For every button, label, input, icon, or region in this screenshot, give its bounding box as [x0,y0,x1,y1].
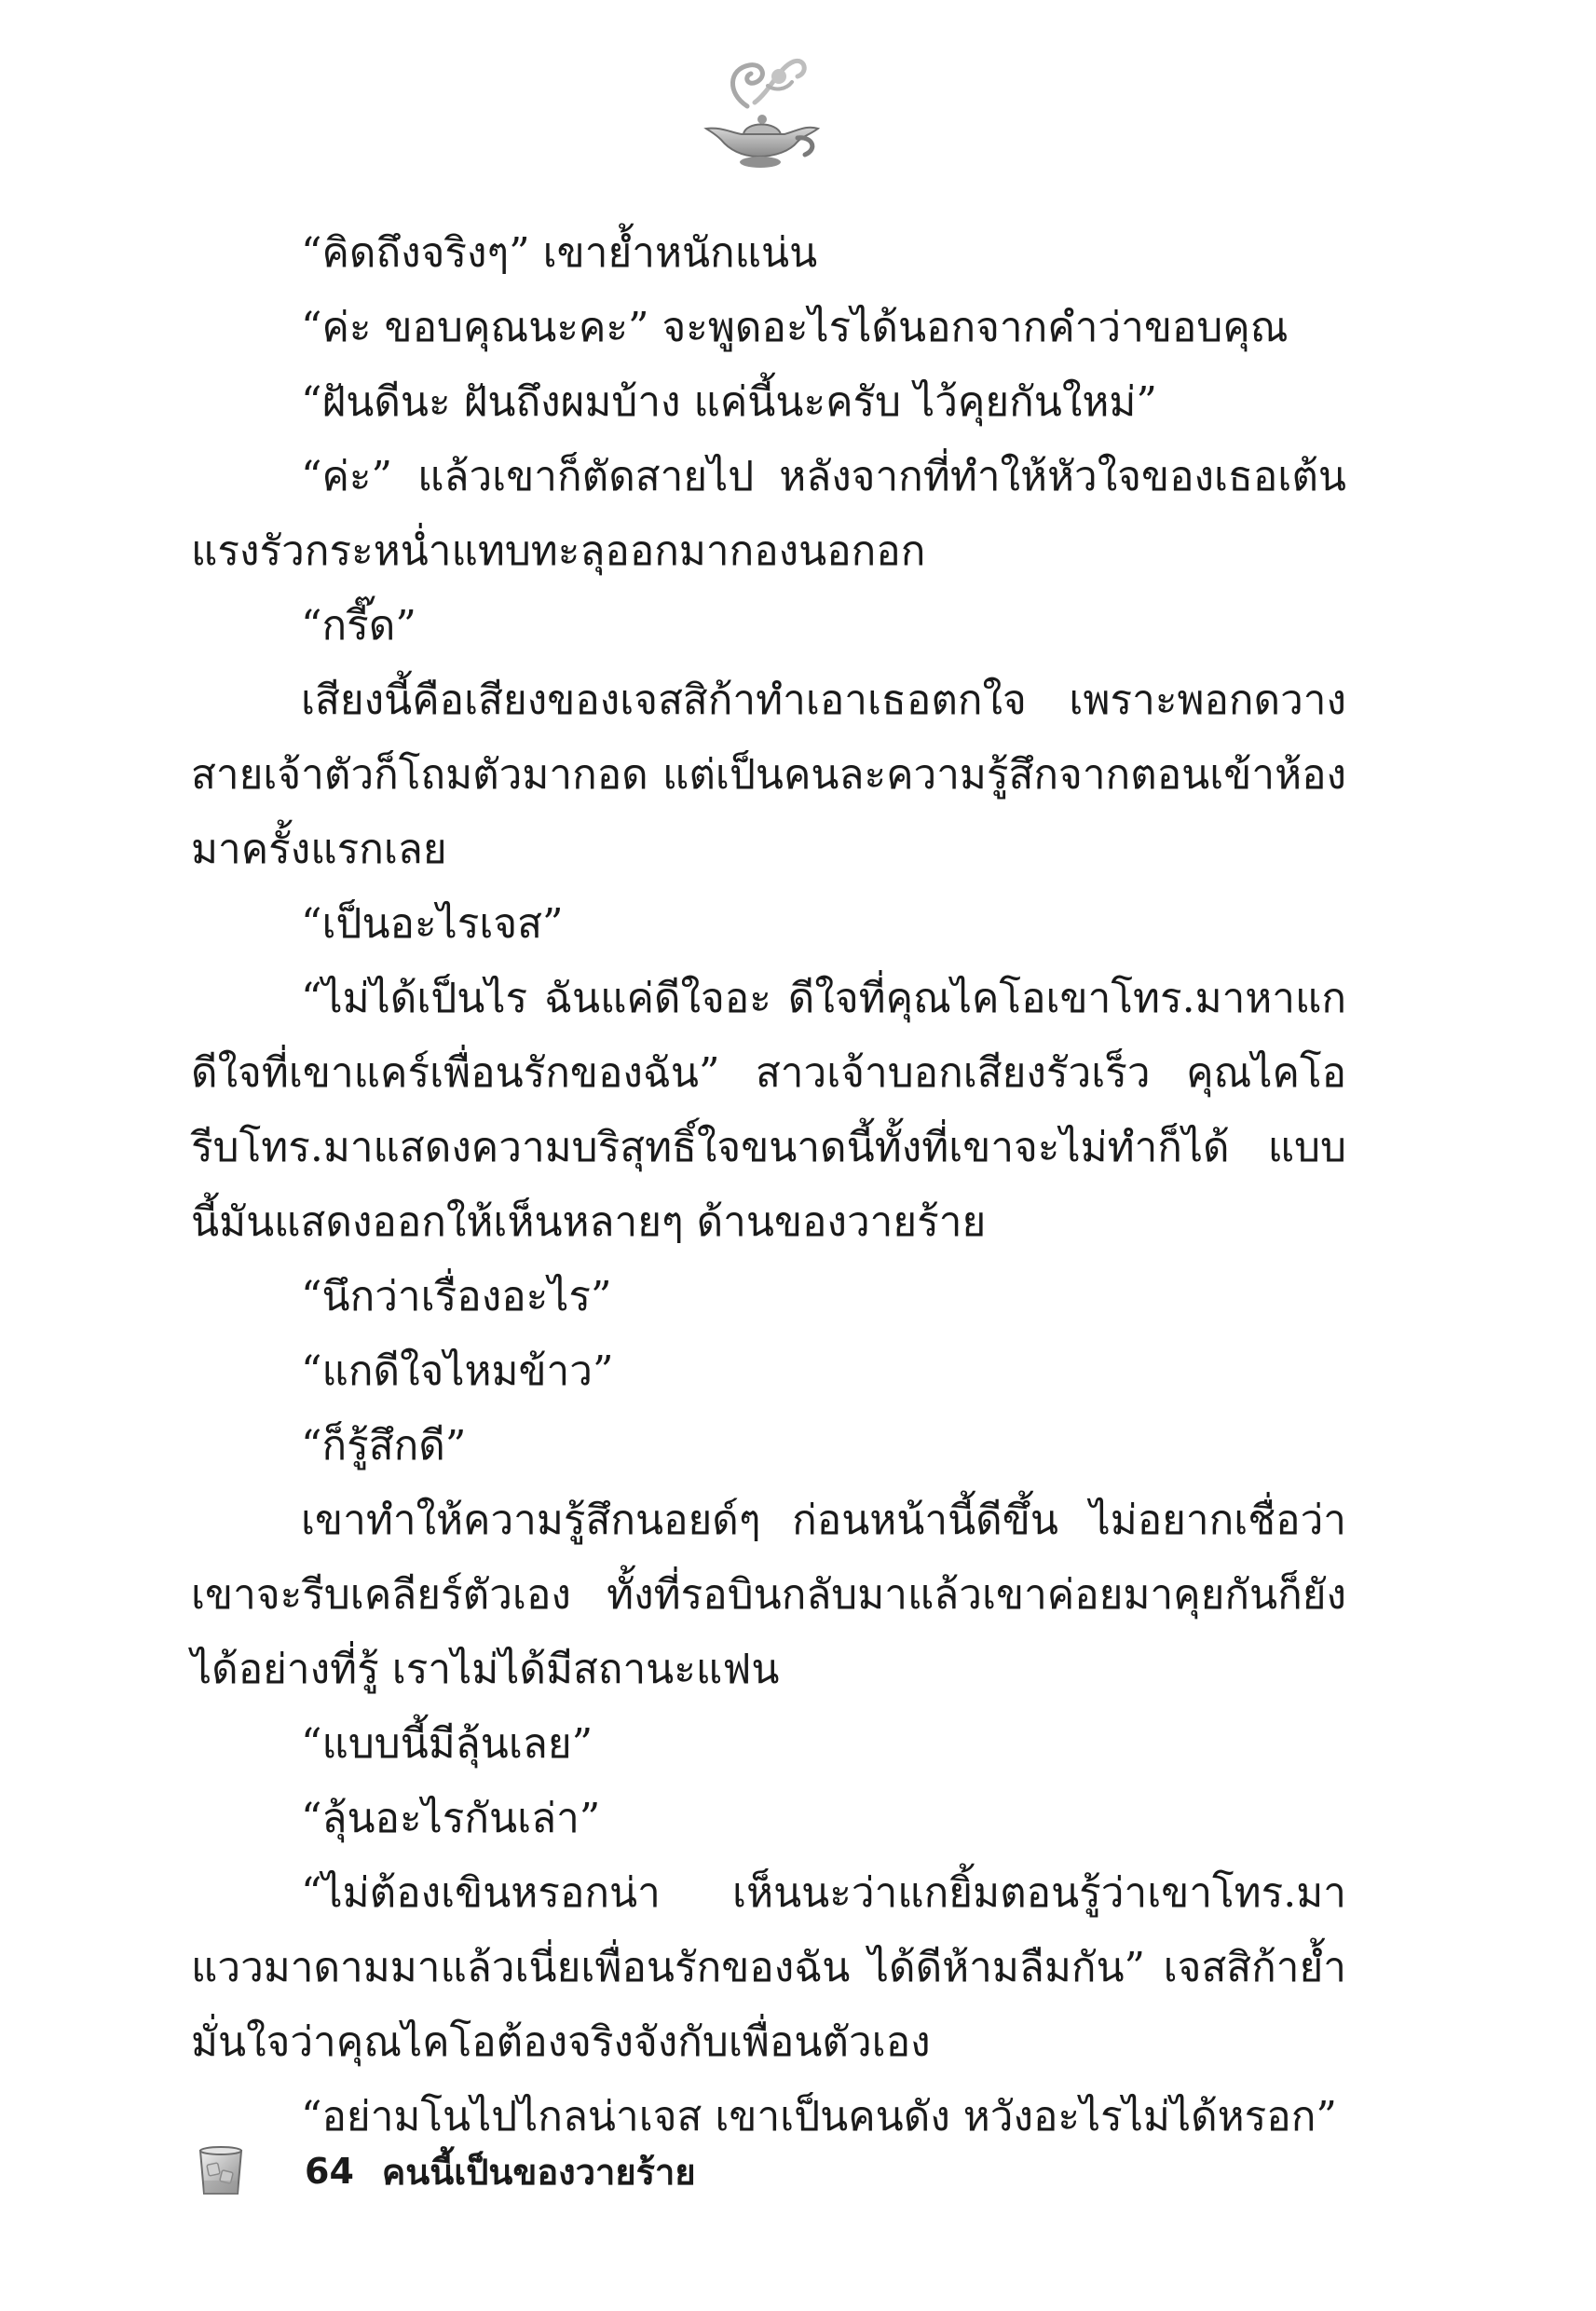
paragraph: “ฝันดีนะ ฝันถึงผมบ้าง แค่นี้นะครับ ไว้คุยกันใหม่” [301,378,1157,426]
page-footer [191,2141,696,2201]
paragraph: “นึกว่าเรื่องอะไร” [301,1273,612,1320]
paragraph: “เป็นอะไรเจส” [301,900,564,948]
paragraph: “คิดถึงจริงๆ” เขาย้ำหนักแน่น [301,229,818,277]
page-number: 64 [305,2151,354,2192]
body-text [191,216,1346,2154]
paragraph: “กรี๊ด” [301,602,416,650]
paragraph: “ค่ะ ขอบคุณนะคะ” จะพูดอะไรได้นอกจากคำว่าขอบคุณ [301,304,1289,351]
paragraph: “แกดีใจไหมข้าว” [301,1347,614,1395]
paragraph: “ก็รู้สึกดี” [301,1422,467,1470]
genie-lamp-icon [689,48,829,179]
paragraph: เสียงนี้คือเสียงของเจสสิก้าทำเอาเธอตกใจ เพราะพอกดวางสายเจ้าตัวก็โถมตัวมากอด แต่เป็นคนละความรู้สึกจากตอนเข้าห้องมาครั้งแรกเลย [191,677,1346,873]
paragraph: “อย่ามโนไปไกลน่าเจส เขาเป็นคนดัง หวังอะไรไม่ได้หรอก” [301,2093,1337,2140]
paragraph: เขาทำให้ความรู้สึกนอยด์ๆ ก่อนหน้านี้ดีขึ้น ไม่อยากเชื่อว่าเขาจะรีบเคลียร์ตัวเอง ทั้งที่รอบินกลับมาแล้วเขาค่อยมาคุยกันก็ยังได้อย่างที่รู้ เราไม่ได้มีสถานะแฟน [191,1497,1346,1693]
paragraph: “ลุ้นอะไรกันเล่า” [301,1795,601,1842]
paragraph: “ค่ะ” แล้วเขาก็ตัดสายไป หลังจากที่ทำให้หัวใจของเธอเต้นแรงรัวกระหน่ำแทบทะลุออกมากองนอกอก [191,453,1346,575]
whisky-glass-icon [191,2143,251,2199]
paragraph: “ไม่ได้เป็นไร ฉันแค่ดีใจอะ ดีใจที่คุณไคโอเขาโทร.มาหาแก ดีใจที่เขาแคร์เพื่อนรักของฉัน” สาวเจ้าบอกเสียงรัวเร็ว คุณไคโอรีบโทร.มาแสดงความบริสุทธิ์ใจขนาดนี้ทั้งที่เขาจะไม่ทำก็ได้ แบบนี้มันแสดงออกให้เห็นหลายๆ ด้านของวายร้าย [191,975,1346,1246]
paragraph: “ไม่ต้องเขินหรอกน่า เห็นนะว่าแกยิ้มตอนรู้ว่าเขาโทร.มา แววมาดามมาแล้วเนี่ยเพื่อนรักของฉัน ได้ดีห้ามลืมกัน” เจสสิก้าย้ำ มั่นใจว่าคุณไคโอต้องจริงจังกับเพื่อนตัวเอง [191,1869,1346,2066]
book-title: คนนี้เป็นของวายร้าย [381,2151,696,2193]
paragraph: “แบบนี้มีลุ้นเลย” [301,1720,593,1768]
